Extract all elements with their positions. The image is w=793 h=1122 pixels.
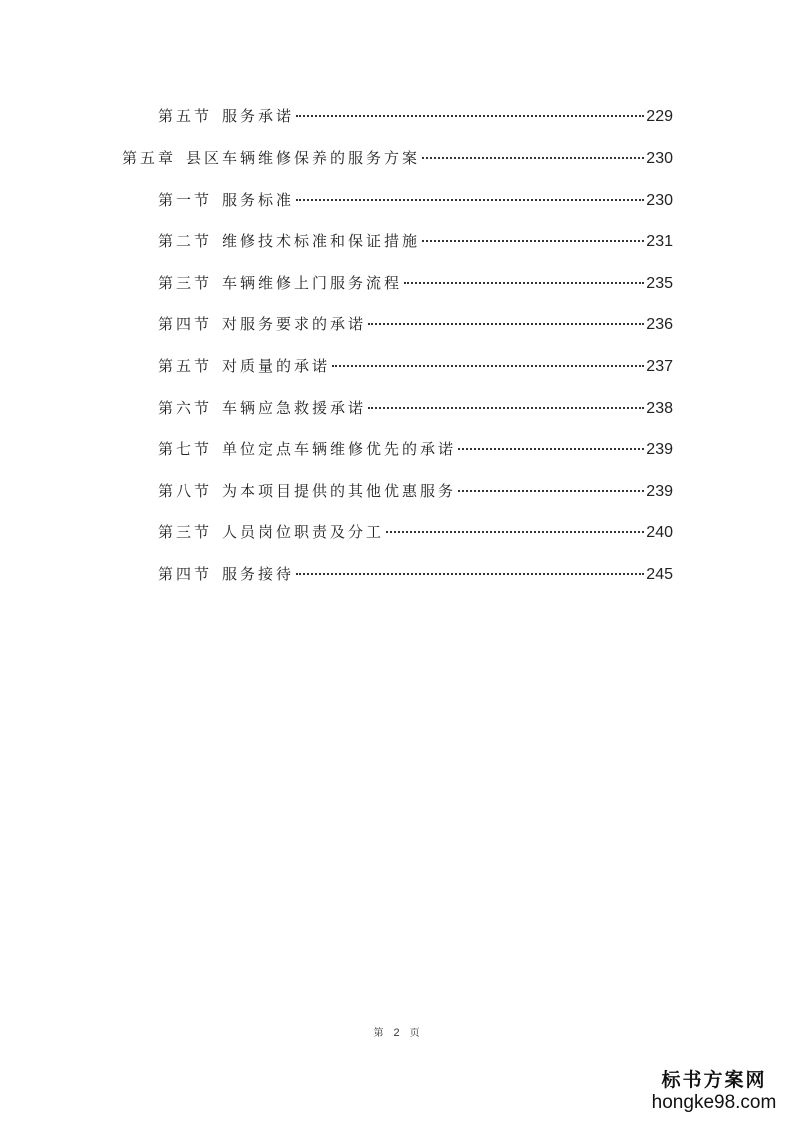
toc-entry-label — [158, 437, 456, 461]
toc-entry-title: 对质量的承诺 — [222, 357, 331, 375]
watermark-url: hongke98.com — [651, 1092, 777, 1113]
toc-entry[interactable] — [158, 562, 673, 586]
toc-entry-number: 第三节 — [158, 523, 213, 541]
toc-entry-page: 230 — [646, 192, 673, 209]
toc-entry-page: 235 — [646, 275, 673, 292]
toc-entry-number: 第二节 — [158, 232, 213, 250]
page-footer — [0, 1024, 793, 1039]
dot-leader — [422, 157, 644, 159]
toc-entry-title: 为本项目提供的其他优惠服务 — [222, 482, 457, 500]
toc-entry-title: 服务承诺 — [222, 107, 295, 125]
toc-entry-number: 第五节 — [158, 107, 213, 125]
watermark-name: 标书方案网 — [661, 1069, 767, 1091]
dot-leader — [458, 448, 644, 450]
toc-entry-page: 240 — [646, 524, 673, 541]
watermark — [649, 1068, 779, 1114]
toc-entry-title: 车辆应急救援承诺 — [222, 399, 367, 417]
toc-entry-page: 231 — [646, 233, 673, 250]
toc-entry-number: 第五节 — [158, 357, 213, 375]
footer-suffix: 页 — [409, 1028, 420, 1039]
dot-leader — [386, 531, 644, 533]
dot-leader — [296, 199, 644, 201]
toc-entry[interactable] — [158, 479, 673, 503]
toc-entry-page: 245 — [646, 566, 673, 583]
toc-entry-label — [158, 396, 366, 420]
toc-entry[interactable] — [158, 354, 673, 378]
toc-entry-number: 第四节 — [158, 315, 213, 333]
toc-entry-label — [158, 104, 294, 128]
toc-entry-page: 238 — [646, 400, 673, 417]
dot-leader — [332, 365, 644, 367]
toc-entry-page: 237 — [646, 358, 673, 375]
dot-leader — [404, 282, 644, 284]
toc-entry-number: 第六节 — [158, 399, 213, 417]
toc-entry[interactable] — [158, 271, 673, 295]
toc-entry[interactable] — [158, 104, 673, 128]
toc-entry-number: 第七节 — [158, 440, 213, 458]
footer-prefix: 第 — [373, 1028, 384, 1039]
toc-entry-label — [158, 188, 294, 212]
toc-entry-number: 第三节 — [158, 274, 213, 292]
toc-entry-label — [158, 562, 294, 586]
toc-entry-number: 第八节 — [158, 482, 213, 500]
toc-entry[interactable] — [158, 396, 673, 420]
toc-entry-title: 维修技术标准和保证措施 — [222, 232, 421, 250]
dot-leader — [296, 573, 644, 575]
toc-entry[interactable] — [158, 437, 673, 461]
toc-entry[interactable] — [122, 146, 673, 170]
toc-entry-page: 230 — [646, 150, 673, 167]
toc-entry-page: 239 — [646, 483, 673, 500]
toc-entry[interactable] — [158, 520, 673, 544]
toc-entry-label — [158, 312, 366, 336]
toc-entry-number: 第四节 — [158, 565, 213, 583]
toc-entry-label — [158, 229, 420, 253]
toc-entry-number: 第一节 — [158, 191, 213, 209]
toc-entry-number: 第五章 — [122, 149, 177, 167]
toc-entry-title: 车辆维修上门服务流程 — [222, 274, 403, 292]
toc-entry-label — [158, 520, 384, 544]
toc-entry-label — [122, 146, 420, 170]
toc-entry-label — [158, 354, 330, 378]
dot-leader — [368, 407, 644, 409]
toc-entry-page: 239 — [646, 441, 673, 458]
toc-entry-title: 单位定点车辆维修优先的承诺 — [222, 440, 457, 458]
dot-leader — [368, 323, 644, 325]
toc-entry-label — [158, 479, 456, 503]
toc-entry[interactable] — [158, 312, 673, 336]
toc-entry-title: 服务标准 — [222, 191, 295, 209]
toc-entry[interactable] — [158, 188, 673, 212]
toc-entry-title: 人员岗位职责及分工 — [222, 523, 385, 541]
toc-entry-title: 对服务要求的承诺 — [222, 315, 367, 333]
toc-entry-page: 236 — [646, 316, 673, 333]
toc-entry[interactable] — [158, 229, 673, 253]
dot-leader — [422, 240, 644, 242]
footer-page-number: 2 — [393, 1027, 400, 1039]
toc-entry-title: 县区车辆维修保养的服务方案 — [186, 149, 421, 167]
toc-entry-title: 服务接待 — [222, 565, 295, 583]
dot-leader — [296, 115, 644, 117]
toc-entry-page: 229 — [646, 108, 673, 125]
toc-entry-label — [158, 271, 402, 295]
dot-leader — [458, 490, 644, 492]
